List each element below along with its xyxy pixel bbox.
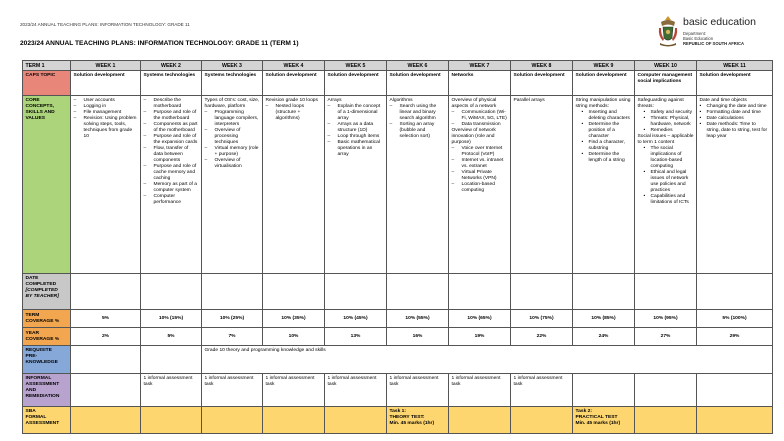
list-item: – Sorting an array (bubble and selection sort) xyxy=(390,122,446,140)
row-label-line: REMEDIATION xyxy=(25,393,60,399)
list-item: – Explain the concept of a 1-dimensional array xyxy=(328,104,384,122)
list-item: • Threats: Physical, hardware, network xyxy=(644,116,694,128)
caps-topic-cell: Solution development xyxy=(387,71,449,96)
core-intro: Date and time objects xyxy=(699,97,747,103)
list-item: • Date methods: Time to string, date to string, test for leap year xyxy=(700,122,770,140)
row-label-line: CORE xyxy=(25,97,40,103)
sba-cell xyxy=(263,407,325,434)
week-header: WEEK 11 xyxy=(697,61,773,71)
sba-task-label: Task 1: xyxy=(389,408,406,414)
list-item: – Communication (Wi-Fi, WiMAX, 5G, LTE) xyxy=(452,110,508,122)
list-item: – Programming language compilers, interpreters xyxy=(205,110,260,128)
informal-assessment-row xyxy=(23,374,773,407)
year-coverage-cell: 10% xyxy=(263,328,325,346)
list-item: – Memory as part of a computer system xyxy=(144,182,199,194)
week-header: WEEK 5 xyxy=(325,61,387,71)
list-item: – Components as part of the motherboard xyxy=(144,122,199,134)
list-item: – Search using the linear and binary search algorithm xyxy=(390,104,446,122)
list-item: – Purpose and role of the motherboard xyxy=(144,110,199,122)
row-label-line: SKILLS AND xyxy=(25,109,55,115)
row-label-requisite xyxy=(23,346,71,374)
core-cell-week-2 xyxy=(141,96,202,274)
core-intro: String manipulation using string methods: xyxy=(575,97,631,109)
year-coverage-cell: 22% xyxy=(511,328,573,346)
core-cell-week-3 xyxy=(202,96,263,274)
sba-cell xyxy=(511,407,573,434)
core-cell-week-1 xyxy=(71,96,141,274)
date-completed-cell[interactable] xyxy=(263,274,325,310)
sba-task-label: Task 2: xyxy=(575,408,592,414)
row-label-line: AND xyxy=(25,387,37,393)
list-item: – Virtual Private Networks (VPN) xyxy=(452,170,508,182)
list-item: – Revision: Using problem solving steps, tools, techniques from grade 10 xyxy=(74,116,138,140)
core-cell-week-4 xyxy=(263,96,325,274)
list-item: • Date calculations xyxy=(700,116,770,122)
caps-topic-cell: Solution development xyxy=(697,71,773,96)
week-header: WEEK 7 xyxy=(449,61,511,71)
year-coverage-cell: 27% xyxy=(635,328,697,346)
core-cell-week-11 xyxy=(697,96,773,274)
row-label-line: COVERAGE % xyxy=(25,336,60,342)
date-completed-cell[interactable] xyxy=(71,274,141,310)
row-label-line: REQUISITE xyxy=(25,347,52,353)
informal-cell: 1 informal assessment task xyxy=(387,374,449,407)
sba-cell xyxy=(635,407,697,434)
requisite-text: Grade 10 theory and programming knowledge and skills xyxy=(202,346,773,374)
row-label-date-completed xyxy=(23,274,71,310)
date-completed-cell[interactable] xyxy=(141,274,202,310)
list-item: – Loop through items xyxy=(328,134,384,140)
core-intro: Parallel arrays xyxy=(513,97,545,103)
row-label-line: YEAR xyxy=(25,330,40,336)
year-coverage-row xyxy=(23,328,773,346)
caps-topic-cell: Solution development xyxy=(325,71,387,96)
caps-topic-row xyxy=(23,71,773,96)
year-coverage-cell: 2% xyxy=(71,328,141,346)
core-subheading: Overview of network innovation (role and purpose) xyxy=(451,127,496,145)
row-label-line: FORMAL xyxy=(25,414,47,420)
caps-topic-cell: Solution development xyxy=(71,71,141,96)
sba-task-marks: Min. 45 marks (1hr) xyxy=(389,420,435,426)
row-label-caps-topic: CAPS TOPIC xyxy=(23,71,71,96)
list-item: – File management xyxy=(74,110,138,116)
list-item: – Purpose and role of cache memory and caching xyxy=(144,164,199,182)
sba-task-marks: Min. 45 marks (1hr) xyxy=(575,420,621,426)
date-completed-cell[interactable] xyxy=(697,274,773,310)
term-label: TERM 1 xyxy=(23,61,71,71)
row-label-line: BY TEACHER] xyxy=(25,293,59,299)
caps-topic-cell: Solution development xyxy=(511,71,573,96)
logo-department: Department: xyxy=(683,31,707,36)
list-item: • Find a character, substring xyxy=(582,140,632,152)
list-item: – Location-based computing xyxy=(452,182,508,194)
week-header: WEEK 1 xyxy=(71,61,141,71)
date-completed-cell[interactable] xyxy=(202,274,263,310)
term-coverage-cell: 10% (35%) xyxy=(263,310,325,328)
core-intro: Safeguarding against threats: xyxy=(637,97,684,109)
date-completed-cell[interactable] xyxy=(573,274,635,310)
list-item: – Describe the motherboard xyxy=(144,98,199,110)
core-subheading: Social issues – applicable to term 1 content xyxy=(637,133,694,145)
date-completed-cell[interactable] xyxy=(325,274,387,310)
row-label-line: TERM xyxy=(25,312,40,318)
list-item: – Computer performance xyxy=(144,194,199,206)
date-completed-cell[interactable] xyxy=(635,274,697,310)
row-label-line: COMPLETED xyxy=(25,281,57,287)
sba-cell xyxy=(449,407,511,434)
informal-cell xyxy=(573,374,635,407)
core-cell-week-6 xyxy=(387,96,449,274)
list-item: – Voice over Internet Protocol (VoIP) xyxy=(452,146,508,158)
row-label-term-coverage xyxy=(23,310,71,328)
list-item: – Nested loops (structure + algorithms) xyxy=(266,104,322,122)
list-item: • Ethical and legal issues of network use policies and practices xyxy=(644,170,694,194)
row-label-year-coverage xyxy=(23,328,71,346)
list-item: – Overview of processing techniques xyxy=(205,128,260,146)
list-item: • The social implications of location-based computing xyxy=(644,146,694,170)
list-item: – Overview of virtualisation xyxy=(205,158,260,170)
date-completed-cell[interactable] xyxy=(387,274,449,310)
year-coverage-cell: 13% xyxy=(325,328,387,346)
year-coverage-cell: 16% xyxy=(387,328,449,346)
week-header: WEEK 6 xyxy=(387,61,449,71)
row-label-line: CONCEPTS, xyxy=(25,103,55,109)
row-label-line: INFORMAL xyxy=(25,375,52,381)
informal-cell: 1 informal assessment task xyxy=(325,374,387,407)
core-concepts-row xyxy=(23,96,773,274)
date-completed-cell[interactable] xyxy=(449,274,511,310)
informal-cell: 1 informal assessment task xyxy=(449,374,511,407)
list-item: • Inserting and deleting characters xyxy=(582,110,632,122)
caps-topic-cell: Computer management social implications xyxy=(635,71,697,96)
row-label-line: PRE- xyxy=(25,353,38,359)
requisite-cell xyxy=(141,346,202,374)
caps-topic-cell: Solution development xyxy=(263,71,325,96)
list-item: – Basic mathematical operations in an array xyxy=(328,140,384,158)
sba-cell xyxy=(202,407,263,434)
core-intro: Algorithms xyxy=(389,97,413,103)
list-item: – User accounts xyxy=(74,98,138,104)
core-intro: Revision grade 10 loops xyxy=(265,97,318,103)
week-header-row xyxy=(23,61,773,71)
list-item: – Flow, transfer of data between components xyxy=(144,146,199,164)
term-coverage-cell: 10% (15%) xyxy=(141,310,202,328)
informal-cell xyxy=(71,374,141,407)
week-header: WEEK 9 xyxy=(573,61,635,71)
row-label-line: DATE xyxy=(25,275,39,281)
core-cell-week-5 xyxy=(325,96,387,274)
list-item: • Safety and security xyxy=(644,110,694,116)
row-label-informal-assessment xyxy=(23,374,71,407)
basic-education-logo xyxy=(657,14,775,52)
logo-title: basic education xyxy=(683,16,756,28)
week-header: WEEK 4 xyxy=(263,61,325,71)
row-label-core-concepts xyxy=(23,96,71,274)
caps-topic-cell: Systems technologies xyxy=(202,71,263,96)
caps-topic-cell: Systems technologies xyxy=(141,71,202,96)
list-item: • Determine the length of a string xyxy=(582,152,632,164)
list-item: – Logging in xyxy=(74,104,138,110)
informal-cell xyxy=(635,374,697,407)
sba-cell xyxy=(71,407,141,434)
row-label-line: [COMPLETED xyxy=(25,287,58,293)
informal-cell: 1 informal assessment task xyxy=(263,374,325,407)
list-item: • Remedies xyxy=(644,128,694,134)
term-coverage-cell: 5% (100%) xyxy=(697,310,773,328)
requisite-knowledge-row xyxy=(23,346,773,374)
list-item: – Virtual memory (role + purpose) xyxy=(205,146,260,158)
row-label-line: KNOWLEDGE xyxy=(25,359,58,365)
row-label-sba xyxy=(23,407,71,434)
core-cell-week-8 xyxy=(511,96,573,274)
week-header: WEEK 2 xyxy=(141,61,202,71)
informal-cell: 1 informal assessment task xyxy=(202,374,263,407)
core-cell-week-10 xyxy=(635,96,697,274)
list-item: • Determine the position of a character xyxy=(582,122,632,140)
term-coverage-cell: 10% (75%) xyxy=(511,310,573,328)
annual-teaching-plan-table xyxy=(22,60,773,434)
year-coverage-cell: 5% xyxy=(141,328,202,346)
list-item: • Capabilities and limitations of ICTs xyxy=(644,194,694,206)
list-item: – Internet vs. intranet vs. extranet xyxy=(452,158,508,170)
informal-cell xyxy=(697,374,773,407)
list-item: – Arrays as a data structure (1D) xyxy=(328,122,384,134)
list-item: • Changing the date and time xyxy=(700,104,770,110)
term-coverage-cell: 5% xyxy=(71,310,141,328)
term-coverage-row xyxy=(23,310,773,328)
list-item: • Formatting date and time xyxy=(700,110,770,116)
core-intro: Types of OS's: cost, size, hardware, platform xyxy=(204,97,260,109)
row-label-line: ASSESSMENT xyxy=(25,420,60,426)
term-coverage-cell: 10% (25%) xyxy=(202,310,263,328)
sba-formal-assessment-row xyxy=(23,407,773,434)
sba-task-1-cell xyxy=(387,407,449,434)
week-header: WEEK 10 xyxy=(635,61,697,71)
core-cell-week-7 xyxy=(449,96,511,274)
sba-task-title: PRACTICAL TEST xyxy=(575,414,618,420)
row-label-line: COVERAGE % xyxy=(25,318,60,324)
row-label-line: VALUES xyxy=(25,115,45,121)
term-coverage-cell: 10% (85%) xyxy=(573,310,635,328)
week-header: WEEK 3 xyxy=(202,61,263,71)
sba-task-2-cell xyxy=(573,407,635,434)
informal-cell: 1 informal assessment task xyxy=(511,374,573,407)
page-title: 2023/24 ANNUAL TEACHING PLANS: INFORMATION TECHNOLOGY: GRADE 11 (TERM 1) xyxy=(20,40,299,47)
list-item: – Data transmission xyxy=(452,122,508,128)
sba-cell xyxy=(697,407,773,434)
sba-cell xyxy=(141,407,202,434)
date-completed-row xyxy=(23,274,773,310)
term-coverage-cell: 10% (45%) xyxy=(325,310,387,328)
row-label-line: ASSESSMENT xyxy=(25,381,60,387)
list-item: – Purpose and role of the expansion cards xyxy=(144,134,199,146)
core-intro: Arrays xyxy=(327,97,342,103)
core-intro: Overview of physical aspects of a network xyxy=(451,97,497,109)
caps-topic-cell: Solution development xyxy=(573,71,635,96)
informal-cell: 1 informal assessment task xyxy=(141,374,202,407)
year-coverage-cell: 29% xyxy=(697,328,773,346)
week-header: WEEK 8 xyxy=(511,61,573,71)
date-completed-cell[interactable] xyxy=(511,274,573,310)
logo-republic: REPUBLIC OF SOUTH AFRICA xyxy=(683,41,745,46)
sba-cell xyxy=(325,407,387,434)
term-coverage-cell: 10% (55%) xyxy=(387,310,449,328)
year-coverage-cell: 19% xyxy=(449,328,511,346)
year-coverage-cell: 24% xyxy=(573,328,635,346)
core-cell-week-9 xyxy=(573,96,635,274)
term-coverage-cell: 10% (95%) xyxy=(635,310,697,328)
caps-topic-cell: Networks xyxy=(449,71,511,96)
sba-task-title: THEORY TEST: xyxy=(389,414,425,420)
row-label-line: SBA xyxy=(25,408,36,414)
requisite-cell xyxy=(71,346,141,374)
term-coverage-cell: 10% (65%) xyxy=(449,310,511,328)
logo-basic-education: Basic Education xyxy=(683,36,714,41)
coat-of-arms-icon xyxy=(657,14,679,48)
document-running-header: 2023/24 ANNUAL TEACHING PLANS: INFORMATION TECHNOLOGY: GRADE 11 xyxy=(20,22,190,27)
year-coverage-cell: 7% xyxy=(202,328,263,346)
